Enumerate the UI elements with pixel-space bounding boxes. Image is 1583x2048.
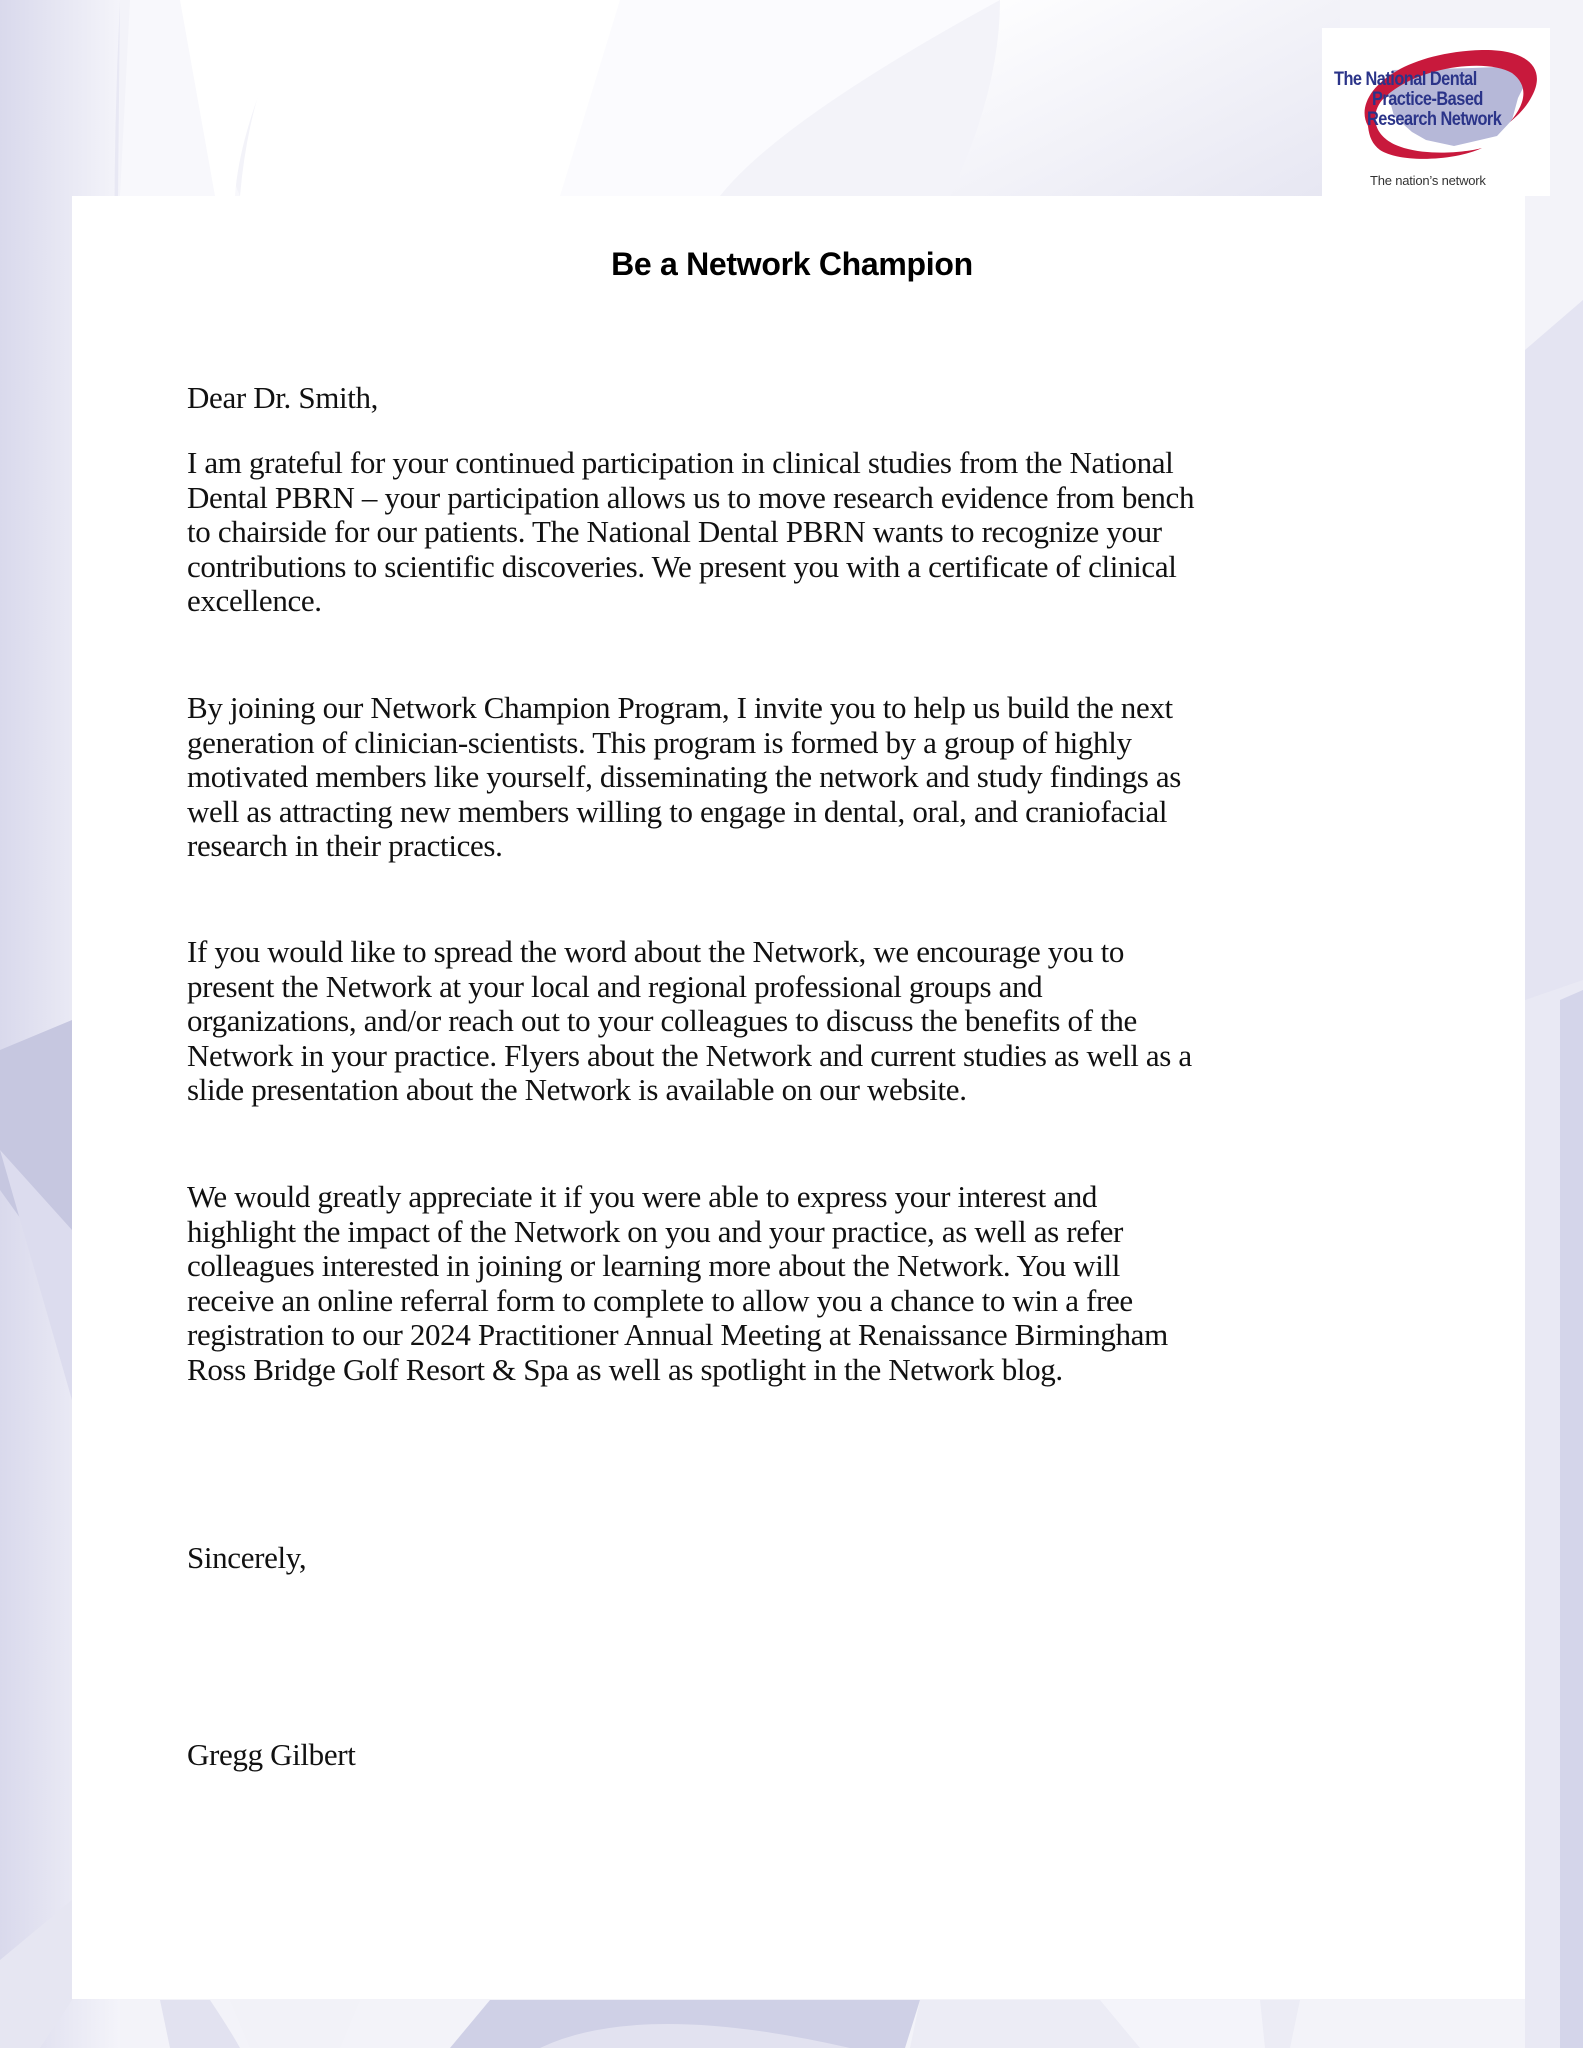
signature: Gregg Gilbert <box>187 1737 356 1772</box>
paragraph-line: Network in your practice. Flyers about the Network and current studies as well as a <box>187 1037 1192 1073</box>
paragraph-4 <box>187 1180 1168 1387</box>
paragraph-line: slide presentation about the Network is available on our website. <box>187 1072 967 1107</box>
paragraph-line: registration to our 2024 Practitioner Annual Meeting at Renaissance Birmingham <box>187 1317 1168 1352</box>
paragraph-line: Ross Bridge Golf Resort & Spa as well as spotlight in the Network blog. <box>187 1351 1063 1387</box>
logo-line-2: Practice-Based <box>1372 89 1483 110</box>
logo-tagline: The nation’s network <box>1370 173 1486 188</box>
paragraph-line: generation of clinician-scientists. This program is formed by a group of highly <box>187 724 1132 760</box>
paragraph-line: motivated members like yourself, disseminating the network and study findings as <box>187 759 1181 794</box>
paragraph-line: present the Network at your local and regional professional groups and <box>187 968 1043 1004</box>
paragraph-line: research in their practices. <box>187 828 503 863</box>
paragraph-line: to chairside for our patients. The National Dental PBRN wants to recognize your <box>187 514 1162 549</box>
paragraph-line: I am grateful for your continued participation in clinical studies from the National <box>187 445 1174 480</box>
paragraph-line: excellence. <box>187 583 322 618</box>
logo-line-3: Research Network <box>1367 109 1502 130</box>
logo-line-1: The National Dental <box>1334 69 1477 90</box>
paragraph-1 <box>187 446 1194 619</box>
paragraph-line: contributions to scientific discoveries. We present you with a certificate of clinical <box>187 548 1177 584</box>
paragraph-line: We would greatly appreciate it if you were able to express your interest and <box>187 1179 1098 1214</box>
logo <box>1322 28 1550 196</box>
paragraph-line: By joining our Network Champion Program, I invite you to help us build the next <box>187 690 1173 725</box>
letter-title: Be a Network Champion <box>611 246 973 282</box>
paragraph-line: highlight the impact of the Network on you and your practice, as well as refer <box>187 1213 1123 1249</box>
paragraph-line: receive an online referral form to complete to allow you a chance to win a free <box>187 1282 1133 1318</box>
closing: Sincerely, <box>187 1540 307 1575</box>
paragraph-line: colleagues interested in joining or learning more about the Network. You will <box>187 1248 1120 1283</box>
paragraph-2 <box>187 691 1181 864</box>
paragraph-line: If you would like to spread the word about the Network, we encourage you to <box>187 934 1125 969</box>
paragraph-3 <box>187 935 1192 1108</box>
paragraph-line: well as attracting new members willing to engage in dental, oral, and craniofacial <box>187 793 1168 829</box>
salutation: Dear Dr. Smith, <box>187 380 379 415</box>
paragraph-line: organizations, and/or reach out to your colleagues to discuss the benefits of the <box>187 1003 1137 1038</box>
paragraph-line: Dental PBRN – your participation allows us to move research evidence from bench <box>187 479 1195 515</box>
